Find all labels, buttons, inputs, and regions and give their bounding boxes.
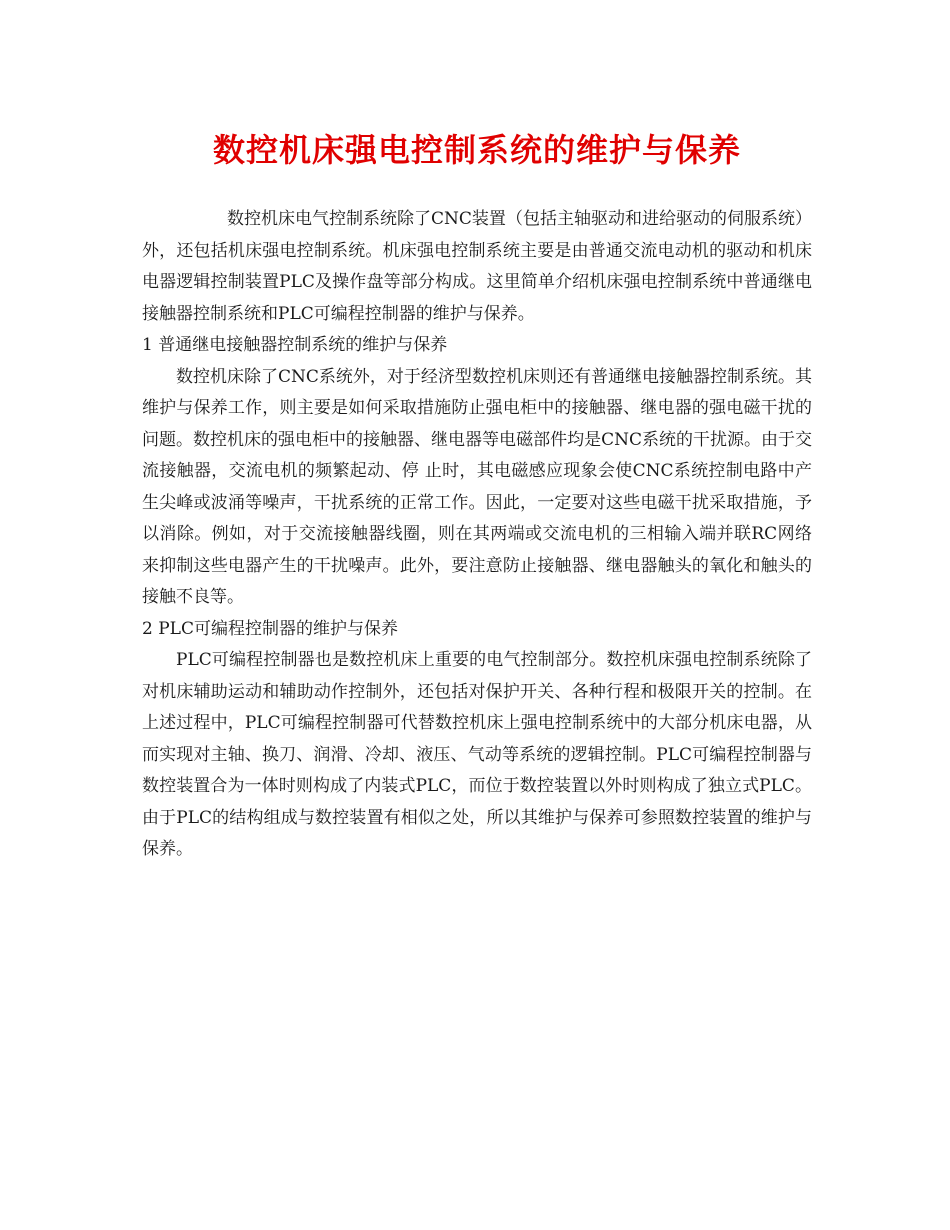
document-body bbox=[142, 204, 812, 866]
section-heading-2: 2 PLC可编程控制器的维护与保养 bbox=[142, 618, 398, 639]
document-title: 数控机床强电控制系统的维护与保养 bbox=[212, 131, 741, 169]
section-paragraph-2: PLC可编程控制器也是数控机床上重要的电气控制部分。数控机床强电控制系统除了对机床辅助运动和辅助动作控制外，还包括对保护开关、各种行程和极限开关的控制。在上述过程中，PLC可编程控制器可代替数控机床上强电控制系统中的大部分机床电器，从而实现对主轴、换刀、润滑、冷却、液压、气动等系统的逻辑控制。PLC可编程控制器与数控装置合为一体时则构成了内装式PLC，而位于数控装置以外时则构成了独立式PLC。由于PLC的结构组成与数控装置有相似之处，所以其维护与保养可参照数控装置的维护与保养。 bbox=[142, 650, 812, 859]
section-heading-1: 1 普通继电接触器控制系统的维护与保养 bbox=[142, 335, 448, 355]
intro-paragraph: 数控机床电气控制系统除了CNC装置（包括主轴驱动和进给驱动的伺服系统）外，还包括机床强电控制系统。机床强电控制系统主要是由普通交流电动机的驱动和机床电器逻辑控制装置PLC及操作盘等部分构成。这里简单介绍机床强电控制系统中普通继电接触器控制系统和PLC可编程控制器的维护与保养。 bbox=[142, 209, 812, 324]
section-paragraph-1: 数控机床除了CNC系统外，对于经济型数控机床则还有普通继电接触器控制系统。其维护与保养工作，则主要是如何采取措施防止强电柜中的接触器、继电器的强电磁干扰的问题。数控机床的强电柜中的接触器、继电器等电磁部件均是CNC系统的干扰源。由于交流接触器，交流电机的频繁起动、停 止时，其电磁感应现象会使CNC系统控制电路中产生尖峰或波涌等噪声，干扰系统的正常工作。因此，一定要对这些电磁干扰采取措施，予以消除。例如，对于交流接触器线圈，则在其两端或交流电机的三相输入端并联RC网络来抑制这些电器产生的干扰噪声。此外，要注意防止接触器、继电器触头的氧化和触头的接触不良等。 bbox=[142, 366, 812, 607]
